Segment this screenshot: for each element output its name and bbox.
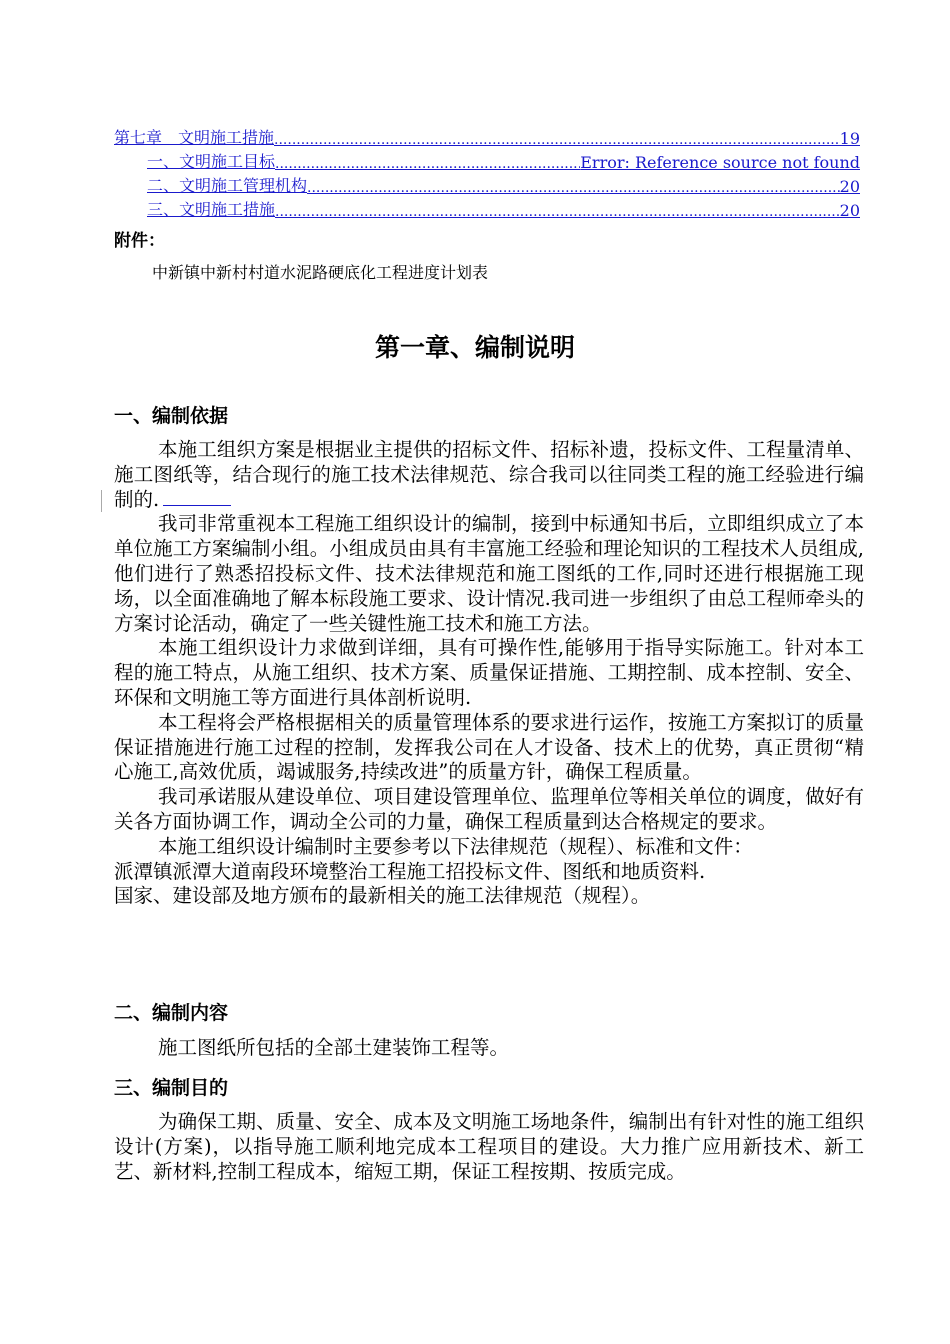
section-body-content bbox=[114, 1036, 864, 1061]
toc-entry-chapter-7[interactable] bbox=[114, 124, 860, 148]
section-heading-basis: 一、编制依据 bbox=[114, 405, 229, 427]
text-cursor-marker bbox=[101, 490, 102, 512]
toc-leader-dots bbox=[275, 204, 840, 220]
toc-leader-dots bbox=[275, 156, 580, 172]
toc-entry-page[interactable]: Error: Reference source not found bbox=[580, 153, 860, 172]
section-body-basis bbox=[114, 438, 864, 909]
chapter-title: 第一章、编制说明 bbox=[374, 333, 575, 362]
toc-leader-dots bbox=[274, 132, 840, 148]
paragraph: 我司承诺服从建设单位、项目建设管理单位、监理单位等相关单位的调度，做好有关各方面协调工作，调动全公司的力量，确保工程质量到达合格规定的要求。 bbox=[114, 785, 864, 833]
toc-entry-page[interactable]: 19 bbox=[839, 129, 860, 148]
section-body-purpose bbox=[114, 1110, 864, 1184]
toc-entry-organization[interactable] bbox=[114, 172, 860, 196]
toc-leader-dots bbox=[307, 180, 840, 196]
paragraph: 本施工组织设计编制时主要参考以下法律规范（规程）、标准和文件： bbox=[158, 834, 753, 858]
section-heading-content: 二、编制内容 bbox=[114, 1002, 229, 1024]
paragraph: 本施工组织方案是根据业主提供的招标文件、招标补遗，投标文件、工程量清单、施工图纸等，结合现行的施工技术法律规范、综合我司以往同类工程的施工经验进行编制的. bbox=[114, 438, 864, 511]
toc-entry-page[interactable]: 20 bbox=[839, 201, 860, 220]
toc-entry-title[interactable]: 一、文明施工目标 bbox=[147, 152, 276, 171]
toc-entry-title[interactable]: 二、文明施工管理机构 bbox=[147, 176, 308, 195]
table-of-contents bbox=[114, 124, 860, 220]
paragraph: 我司非常重视本工程施工组织设计的编制，接到中标通知书后，立即组织成立了本单位施工方案编制小组。小组成员由具有丰富施工经验和理论知识的工程技术人员组成,他们进行了熟悉招投标文件、技术法律规范和施工图纸的工作,同时还进行根据施工现场，以全面准确地了解本标段施工要求、设计情况.我司进一步组织了由总工程师牵头的方案讨论活动，确定了一些关键性施工技术和施工方法。 bbox=[114, 512, 864, 635]
paragraph: 本工程将会严格根据相关的质量管理体系的要求进行运作，按施工方案拟订的质量保证措施进行施工过程的控制，发挥我公司在人才设备、技术上的优势，真正贯彻“精心施工,高效优质，竭诚服务,持续改进”的质量方针，确保工程质量。 bbox=[114, 710, 864, 784]
reference-item: 派潭镇派潭大道南段环境整治工程施工招投标文件、图纸和地质资料. bbox=[114, 859, 706, 883]
attachment-item: 中新镇中新村村道水泥路硬底化工程进度计划表 bbox=[152, 263, 489, 282]
paragraph: 本施工组织设计力求做到详细，具有可操作性,能够用于指导实际施工。针对本工程的施工特点，从施工组织、技术方案、质量保证措施、工期控制、成本控制、安全、环保和文明施工等方面进行具体剖析说明. bbox=[114, 636, 864, 709]
reference-item: 国家、建设部及地方颁布的最新相关的施工法律规范（规程）。 bbox=[114, 884, 651, 908]
underline-mark bbox=[163, 491, 231, 506]
attachment-label: 附件： bbox=[114, 231, 165, 251]
toc-entry-measures[interactable] bbox=[114, 196, 860, 220]
section-heading-purpose: 三、编制目的 bbox=[114, 1077, 229, 1099]
paragraph: 施工图纸所包括的全部土建装饰工程等。 bbox=[158, 1036, 510, 1059]
toc-entry-page[interactable]: 20 bbox=[839, 177, 860, 196]
paragraph: 为确保工期、质量、安全、成本及文明施工场地条件，编制出有针对性的施工组织设计(方案)，以指导施工顺利地完成本工程项目的建设。大力推广应用新技术、新工艺、新材料,控制工程成本，缩短工期，保证工程按期、按质完成。 bbox=[114, 1110, 864, 1183]
toc-entry-goal[interactable] bbox=[114, 148, 860, 172]
toc-entry-title[interactable]: 三、文明施工措施 bbox=[147, 200, 276, 219]
toc-entry-title[interactable]: 第七章 文明施工措施 bbox=[114, 128, 275, 147]
